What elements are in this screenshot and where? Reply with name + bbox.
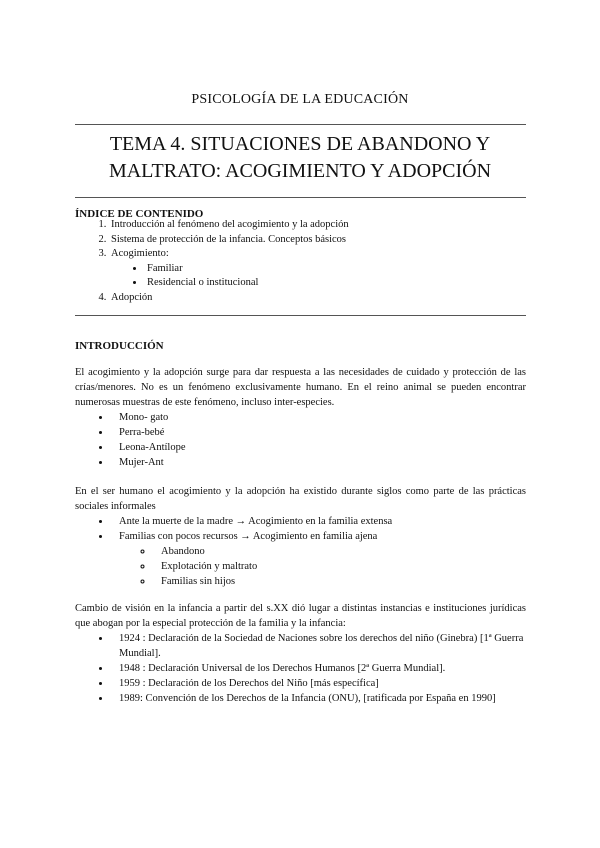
toc-item	[109, 247, 349, 291]
toc-item-label: Acogimiento:	[111, 248, 169, 260]
index-heading: ÍNDICE DE CONTENIDO	[75, 208, 204, 220]
title-line-1: TEMA 4. SITUACIONES DE ABANDONO Y	[109, 133, 491, 155]
paragraph: Cambio de visión en la infancia a partir del s.XX dió lugar a distintas instancias e instituciones jurídicas que abogan por la especial protección de la familia y la infancia:	[75, 603, 526, 629]
toc-item-label: Sistema de protección de la infancia. Conceptos básicos	[111, 233, 347, 245]
table-of-contents	[75, 218, 349, 306]
toc-item	[109, 218, 349, 233]
list-subitem: ◦ Abandono	[153, 544, 562, 559]
list-item: • Perra-bebé	[111, 425, 562, 440]
sub-list	[119, 544, 562, 589]
section-heading: INTRODUCCIÓN	[75, 340, 164, 352]
list-item: • 1989: Convención de los Derechos de la Infancia (ONU), [ratificada por España en 1990]	[111, 691, 562, 706]
bullet-list	[75, 410, 562, 470]
list-item	[111, 529, 562, 589]
list-item: • Mujer-Ant	[111, 455, 562, 470]
toc-subitem: • Familiar	[145, 262, 349, 277]
toc-item	[109, 291, 349, 306]
list-item-label: Familias con pocos recursos → Acogimiento en familia ajena	[119, 531, 378, 542]
divider	[75, 124, 526, 125]
list-item: • 1959 : Declaración de los Derechos del Niño [más específica]	[111, 676, 562, 691]
page-title	[60, 131, 540, 185]
toc-item	[109, 233, 349, 248]
list-subitem: ◦ Familias sin hijos	[153, 574, 562, 589]
toc-item-label: Introducción al fenómeno del acogimiento y la adopción	[111, 219, 349, 230]
toc-item-label: Adopción	[111, 291, 153, 303]
paragraph: El acogimiento y la adopción surge para dar respuesta a las necesidades de cuidado y protección de las crías/menores. No es un fenómeno exclusivamente humano. En el reino animal se pueden encontrar numerosas muestras de este fenómeno, incluso inter-especies.	[75, 367, 526, 408]
list-subitem: ◦ Explotación y maltrato	[153, 559, 562, 574]
list-item: • 1924 : Declaración de la Sociedad de Naciones sobre los derechos del niño (Ginebra) [1ª Guerra Mundial].	[111, 631, 562, 661]
divider	[75, 197, 526, 198]
title-line-2: MALTRATO: ACOGIMIENTO Y ADOPCIÓN	[108, 160, 492, 182]
list-item: • 1948 : Declaración Universal de los Derechos Humanos [2ª Guerra Mundial].	[111, 661, 562, 676]
divider	[75, 315, 526, 316]
list-item: • Leona-Antílope	[111, 440, 562, 455]
toc-subitems	[111, 262, 349, 291]
paragraph: En el ser humano el acogimiento y la adopción ha existido durante siglos como parte de las prácticas sociales informales	[75, 486, 526, 512]
bullet-list	[75, 631, 562, 706]
list-item: • Mono- gato	[111, 410, 562, 425]
subject-header: PSICOLOGÍA DE LA EDUCACIÓN	[191, 92, 409, 107]
list-item: • Ante la muerte de la madre → Acogimiento en la familia extensa	[111, 514, 562, 529]
toc-subitem: • Residencial o institucional	[145, 276, 349, 291]
bullet-list	[75, 514, 562, 589]
